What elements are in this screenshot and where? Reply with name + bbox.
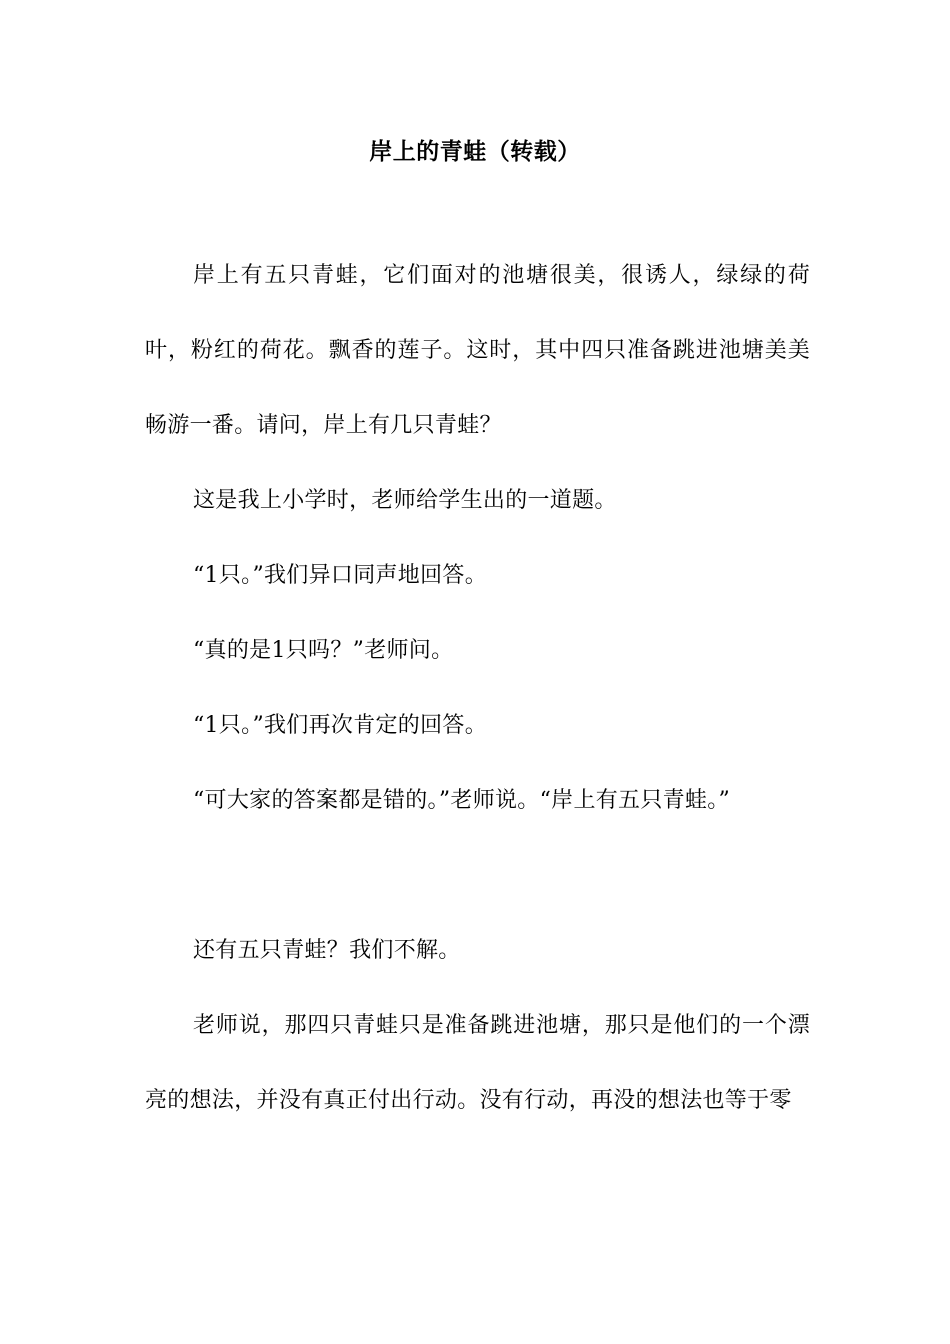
paragraph-1: 岸上有五只青蛙，它们面对的池塘很美，很诱人，绿绿的荷叶，粉红的荷花。飘香的莲子。这时，其中四只准备跳进池塘美美畅游一番。请问，岸上有几只青蛙？ [145,263,810,438]
paragraph-7: 还有五只青蛙？我们不解。 [193,938,461,963]
paragraph-8: 老师说，那四只青蛙只是准备跳进池塘，那只是他们的一个漂亮的想法，并没有真正付出行动。没有行动，再没的想法也等于零 [145,1013,810,1113]
document-title: 岸上的青蛙（转载） [369,138,581,165]
paragraph-5: “1只。”我们再次肯定的回答。 [193,713,487,738]
paragraph-4: “真的是1只吗？”老师问。 [193,638,454,663]
paragraph-3: “1只。”我们异口同声地回答。 [193,563,487,588]
paragraph-2: 这是我上小学时，老师给学生出的一道题。 [193,488,617,513]
paragraph-6: “可大家的答案都是错的。”老师说。“岸上有五只青蛙。” [193,788,731,813]
